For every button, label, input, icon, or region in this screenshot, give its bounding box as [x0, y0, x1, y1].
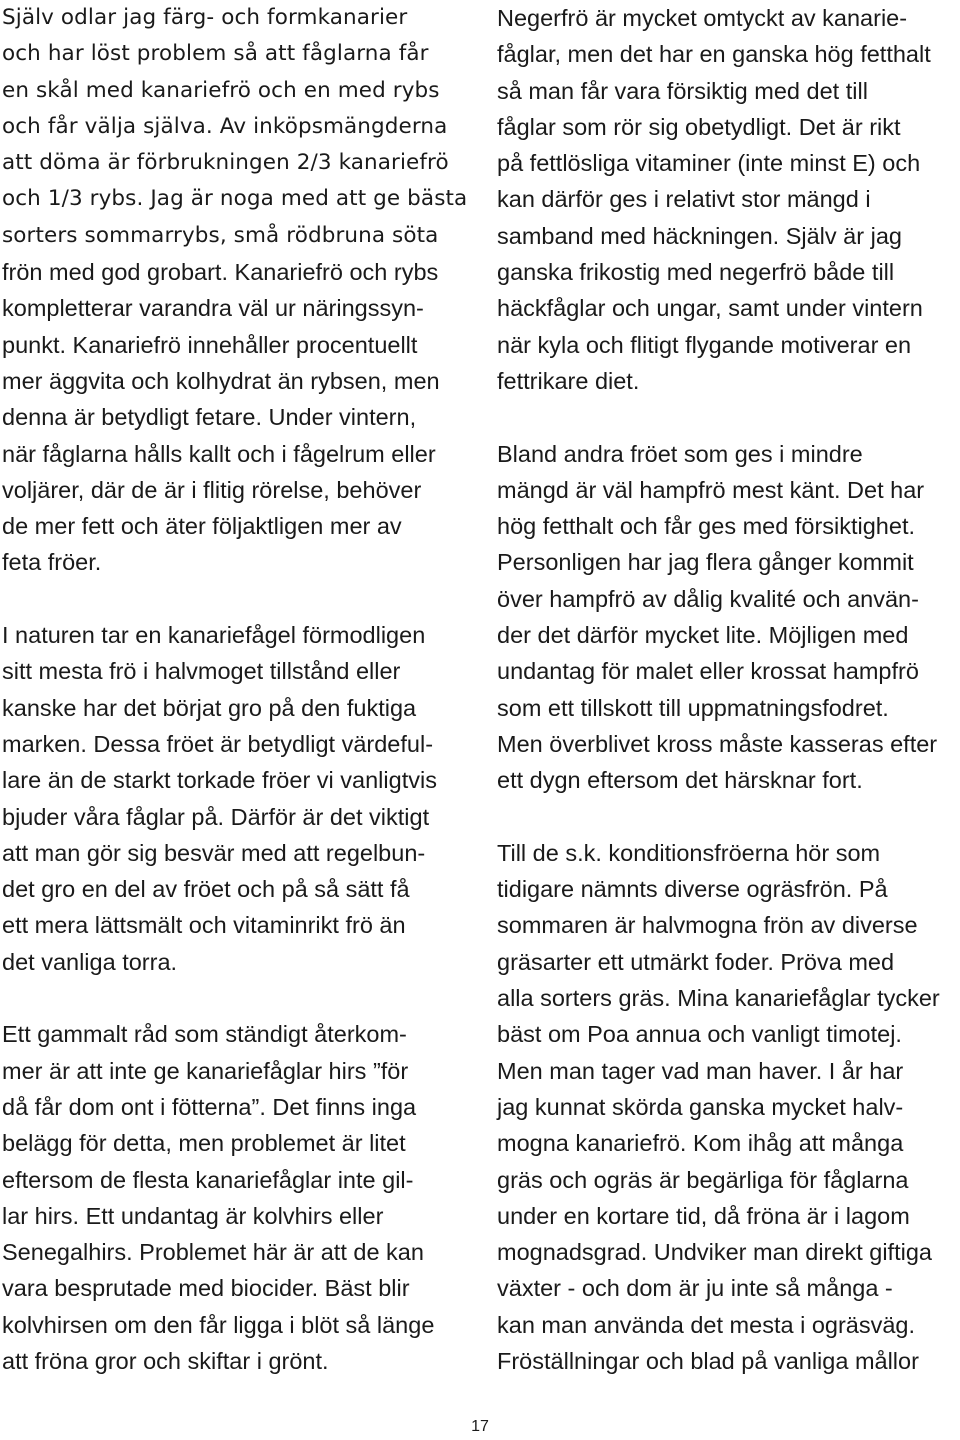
text-line: över hampfrö av dålig kvalité och använ- [497, 585, 919, 612]
text-line: kan man använda det mesta i ogräsväg. [497, 1311, 916, 1338]
text-line: hög fetthalt och får ges med försiktighet. [497, 513, 916, 540]
text-line: att fröna gror och skiftar i grönt. [2, 1347, 329, 1374]
text-line: bjuder våra fåglar på. Därför är det viktigt [2, 803, 430, 830]
text-line: Ett gammalt råd som ständigt återkom- [2, 1021, 407, 1048]
text-line: när kyla och flitigt flygande motiverar en [497, 331, 912, 358]
text-line: alla sorters gräs. Mina kanariefåglar tycker [497, 985, 940, 1012]
text-line: Bland andra fröet som ges i mindre [497, 440, 863, 467]
text-line: samband med häckningen. Själv är jag [497, 222, 902, 249]
text-line: och har löst problem så att fåglarna får [2, 41, 429, 67]
text-line: Själv odlar jag färg- och formkanarier [2, 5, 408, 30]
text-line: mogna kanariefrö. Kom ihåg att många [497, 1130, 904, 1157]
text-line: så man får vara försiktig med det till [497, 77, 868, 104]
text-line: eftersom de flesta kanariefåglar inte gil- [2, 1166, 414, 1193]
text-line: lare än de starkt torkade fröer vi vanligtvis [2, 767, 437, 794]
text-line: sitt mesta frö i halvmoget tillstånd eller [2, 658, 401, 685]
text-line: belägg för detta, men problemet är litet [2, 1130, 406, 1157]
text-line: Senegalhirs. Problemet här är att de kan [2, 1239, 424, 1266]
text-line: och får välja själva. Av inköpsmängderna [2, 113, 448, 139]
text-line: sorters sommarrybs, små rödbruna söta [2, 222, 439, 248]
right-text-column [497, 0, 959, 1379]
text-line: Men man tager vad man haver. I år har [497, 1057, 904, 1084]
text-line: mängd är väl hampfrö mest känt. Det har [497, 476, 925, 503]
text-line: Till de s.k. konditionsfröerna hör som [497, 839, 881, 866]
text-line: på fettlösliga vitaminer (inte minst E) och [497, 150, 921, 177]
text-line: att man gör sig besvär med att regelbun- [2, 839, 426, 866]
text-line: fåglar som rör sig obetydligt. Det är rikt [497, 113, 901, 140]
text-line: marken. Dessa fröet är betydligt värdeful- [2, 730, 434, 757]
text-line: ganska frikostig med negerfrö både till [497, 259, 895, 286]
text-line: frön med god grobart. Kanariefrö och rybs [2, 259, 439, 286]
text-line: kompletterar varandra väl ur näringssyn- [2, 295, 424, 322]
text-line: I naturen tar en kanariefågel förmodligen [2, 622, 426, 649]
text-line: Negerfrö är mycket omtyckt av kanarie- [497, 5, 908, 31]
text-line: när fåglarna hålls kallt och i fågelrum eller [2, 440, 436, 467]
text-line: att döma är förbrukningen 2/3 kanariefrö [2, 150, 449, 176]
paragraph-gap [2, 980, 470, 1016]
text-line: kan därför ges i relativt stor mängd i [497, 186, 871, 213]
text-line: jag kunnat skörda ganska mycket halv- [497, 1093, 904, 1120]
text-line: ett mera lättsmält och vitaminrikt frö än [2, 912, 406, 939]
text-line: feta fröer. [2, 549, 102, 576]
text-line: Men överblivet kross måste kasseras efter [497, 730, 938, 757]
left-text-column [2, 0, 470, 1379]
text-line: denna är betydligt fetare. Under vintern, [2, 404, 417, 431]
text-line: under en kortare tid, då fröna är i lagom [497, 1202, 910, 1229]
text-line: ett dygn eftersom det härsknar fort. [497, 767, 863, 794]
text-line: tidigare nämnts diverse ogräsfrön. På [497, 876, 888, 903]
text-line: mer äggvita och kolhydrat än rybsen, men [2, 367, 440, 394]
text-line: vara besprutade med biocider. Bäst blir [2, 1275, 410, 1302]
text-line: lar hirs. Ett undantag är kolvhirs eller [2, 1202, 384, 1229]
text-line: der det därför mycket lite. Möjligen med [497, 622, 909, 649]
text-line: det gro en del av fröet och på så sätt få [2, 876, 410, 903]
paragraph-gap [497, 399, 959, 435]
text-line: undantag för malet eller krossat hampfrö [497, 658, 919, 685]
page-number: 17 [471, 1418, 489, 1435]
text-line: Fröställningar och blad på vanliga mållor [497, 1347, 919, 1374]
text-line: punkt. Kanariefrö innehåller procentuellt [2, 331, 418, 358]
text-line: gräsarter ett utmärkt foder. Pröva med [497, 948, 895, 975]
text-line: bäst om Poa annua och vanligt timotej. [497, 1021, 902, 1048]
text-line: kanske har det börjat gro på den fuktiga [2, 694, 417, 721]
text-line: sommaren är halvmogna frön av diverse [497, 912, 918, 939]
text-line: det vanliga torra. [2, 948, 178, 975]
text-line: mer är att inte ge kanariefåglar hirs ”för [2, 1057, 409, 1084]
text-line: växter - och dom är ju inte så många - [497, 1275, 893, 1302]
text-line: en skål med kanariefrö och en med rybs [2, 77, 440, 103]
text-line: de mer fett och äter följaktligen mer av [2, 513, 402, 540]
text-line: då får dom ont i fötterna”. Det finns inga [2, 1093, 417, 1120]
text-line: som ett tillskott till uppmatningsfodret. [497, 694, 889, 721]
paragraph-gap [497, 799, 959, 835]
text-line: mognadsgrad. Undviker man direkt giftiga [497, 1239, 932, 1266]
text-line: fåglar, men det har en ganska hög fetthalt [497, 41, 931, 68]
text-line: Personligen har jag flera gånger kommit [497, 549, 914, 576]
text-line: kolvhirsen om den får ligga i blöt så länge [2, 1311, 435, 1338]
text-line: voljärer, där de är i flitig rörelse, behöver [2, 476, 422, 503]
paragraph-gap [2, 581, 470, 617]
text-line: och 1/3 rybs. Jag är noga med att ge bästa [2, 186, 468, 212]
text-line: fettrikare diet. [497, 367, 640, 394]
text-line: gräs och ogräs är begärliga för fåglarna [497, 1166, 909, 1193]
text-line: häckfåglar och ungar, samt under vintern [497, 295, 923, 322]
